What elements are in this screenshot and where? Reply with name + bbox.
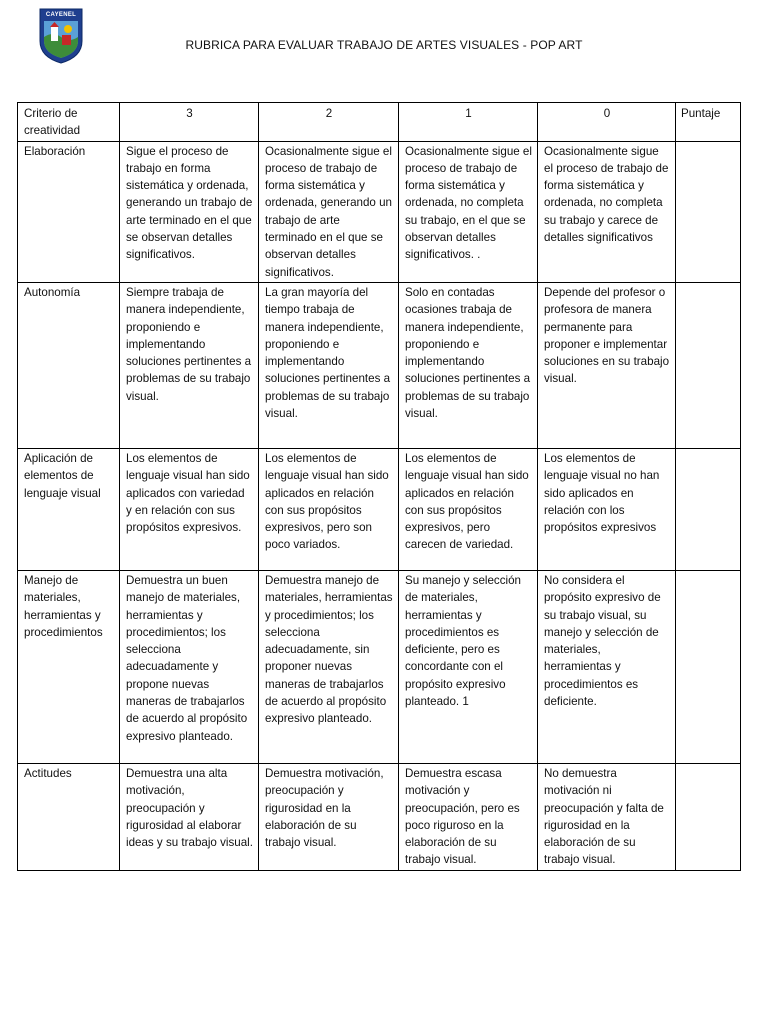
criterion-cell: Autonomía xyxy=(18,282,120,448)
score-cell[interactable] xyxy=(676,448,741,570)
level-2-cell: Los elementos de lenguaje visual han sido aplicados en relación con sus propósitos expresivos, pero son poco variados. xyxy=(259,448,399,570)
level-0-cell: Ocasionalmente sigue el proceso de trabajo de forma sistemática y ordenada, no completa su trabajo y carece de detalles significativos xyxy=(538,141,676,282)
column-header-criterio: Criterio de creatividad xyxy=(18,103,120,142)
score-cell[interactable] xyxy=(676,141,741,282)
criterion-cell: Actitudes xyxy=(18,763,120,870)
level-1-cell: Su manejo y selección de materiales, herramientas y procedimientos es deficiente, pero es concordante con el propósito expresivo planteado. 1 xyxy=(399,570,538,763)
level-3-cell: Los elementos de lenguaje visual han sido aplicados con variedad y en relación con sus propósitos expresivos. xyxy=(120,448,259,570)
level-0-cell: No demuestra motivación ni preocupación y falta de rigurosidad en la elaboración de su trabajo visual. xyxy=(538,763,676,870)
rubric-table xyxy=(17,102,741,871)
level-1-cell: Los elementos de lenguaje visual han sido aplicados en relación con sus propósitos expresivos, pero carecen de variedad. xyxy=(399,448,538,570)
level-3-cell: Demuestra una alta motivación, preocupación y rigurosidad al elaborar ideas y su trabajo visual. xyxy=(120,763,259,870)
level-3-cell: Sigue el proceso de trabajo en forma sistemática y ordenada, generando un trabajo de arte terminado en el que se observan detalles significativos. xyxy=(120,141,259,282)
level-1-cell: Solo en contadas ocasiones trabaja de manera independiente, proponiendo e implementando soluciones pertinentes a problemas de su trabajo visual. xyxy=(399,282,538,448)
level-2-cell: Demuestra motivación, preocupación y rigurosidad en la elaboración de su trabajo visual. xyxy=(259,763,399,870)
criterion-cell: Manejo de materiales, herramientas y procedimientos xyxy=(18,570,120,763)
criterion-cell: Aplicación de elementos de lenguaje visual xyxy=(18,448,120,570)
level-1-cell: Demuestra escasa motivación y preocupación, pero es poco riguroso en la elaboración de su trabajo visual. xyxy=(399,763,538,870)
level-1-cell: Ocasionalmente sigue el proceso de trabajo de forma sistemática y ordenada, no completa su trabajo, en el que se observan detalles significativos. . xyxy=(399,141,538,282)
page-title: RUBRICA PARA EVALUAR TRABAJO DE ARTES VISUALES - POP ART xyxy=(185,38,583,52)
level-3-cell: Demuestra un buen manejo de materiales, herramientas y procedimientos; los selecciona adecuadamente y propone nuevas maneras de trabajarlos de acuerdo al propósito expresivo planteado. xyxy=(120,570,259,763)
column-header-2: 2 xyxy=(259,103,399,142)
criterion-cell: Elaboración xyxy=(18,141,120,282)
score-cell[interactable] xyxy=(676,763,741,870)
level-0-cell: No considera el propósito expresivo de su trabajo visual, su manejo y selección de materiales, herramientas y procedimientos es deficiente. xyxy=(538,570,676,763)
table-row xyxy=(18,448,741,570)
column-header-puntaje: Puntaje xyxy=(676,103,741,142)
score-cell[interactable] xyxy=(676,282,741,448)
level-2-cell: Demuestra manejo de materiales, herramientas y procedimientos; los selecciona adecuadamente, sin proponer nuevas maneras de trabajarlos de acuerdo al propósito expresivo planteado. xyxy=(259,570,399,763)
table-row xyxy=(18,282,741,448)
column-header-1: 1 xyxy=(399,103,538,142)
level-0-cell: Los elementos de lenguaje visual no han sido aplicados en relación con los propósitos expresivos xyxy=(538,448,676,570)
level-0-cell: Depende del profesor o profesora de manera permanente para proponer e implementar soluciones en su trabajo visual. xyxy=(538,282,676,448)
table-header-row xyxy=(18,103,741,142)
logo-text: CAYENEL xyxy=(45,12,77,18)
table-row xyxy=(18,570,741,763)
level-2-cell: Ocasionalmente sigue el proceso de trabajo de forma sistemática y ordenada, generando un trabajo de arte terminado en el que se observan detalles significativos. xyxy=(259,141,399,282)
score-cell[interactable] xyxy=(676,570,741,763)
table-row xyxy=(18,763,741,870)
column-header-0: 0 xyxy=(538,103,676,142)
level-3-cell: Siempre trabaja de manera independiente, proponiendo e implementando soluciones pertinentes a problemas de su trabajo visual. xyxy=(120,282,259,448)
table-row xyxy=(18,141,741,282)
level-2-cell: La gran mayoría del tiempo trabaja de manera independiente, proponiendo e implementando soluciones pertinentes a problemas de su trabajo visual. xyxy=(259,282,399,448)
column-header-3: 3 xyxy=(120,103,259,142)
